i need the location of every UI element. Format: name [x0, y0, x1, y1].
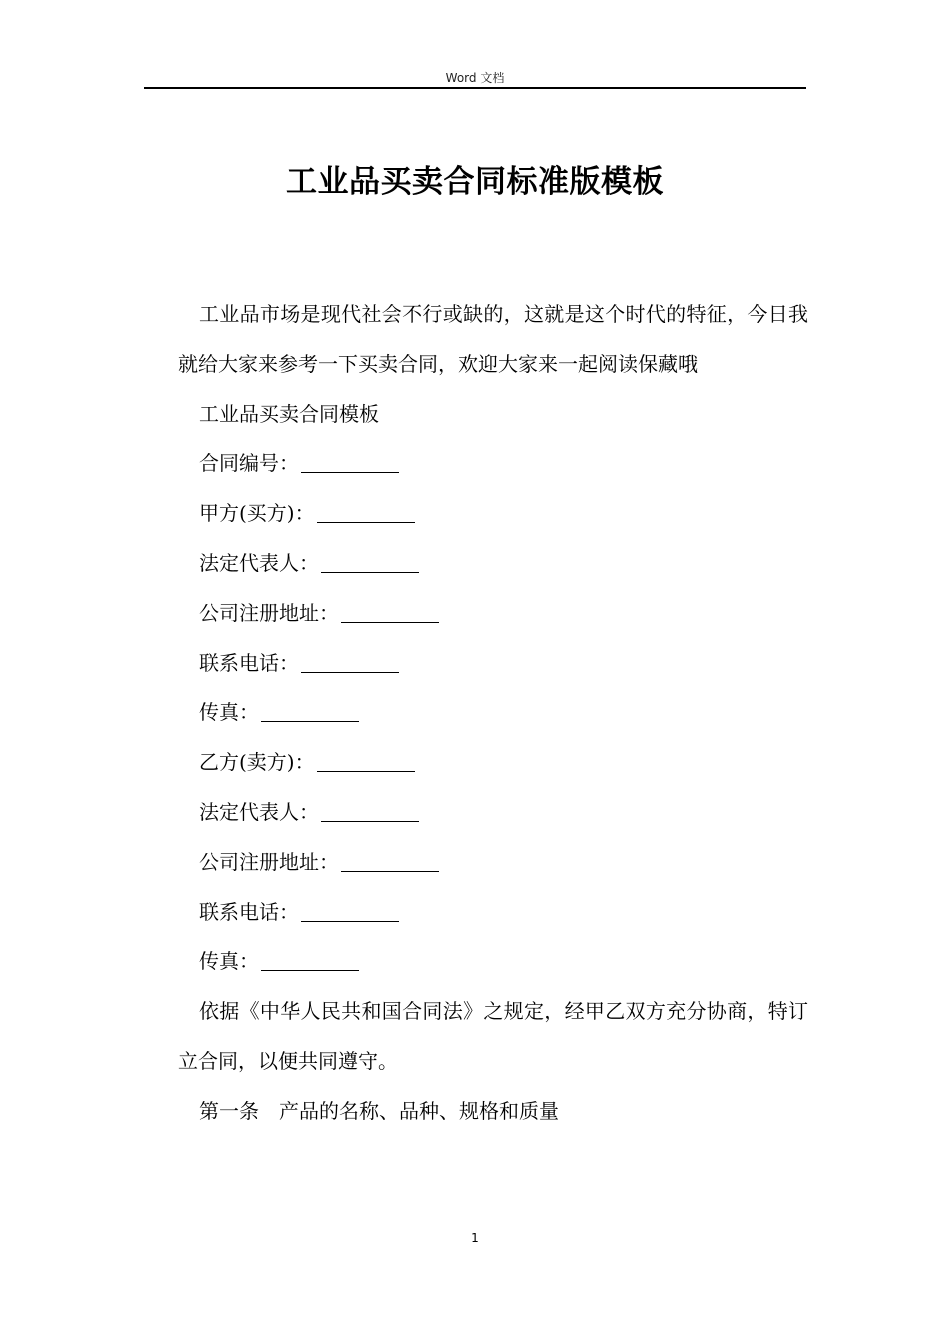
field-party-b-fax [178, 937, 808, 987]
field-label: 乙方(卖方)： [199, 750, 315, 775]
document-body [178, 290, 808, 1137]
field-label: 联系电话： [199, 899, 299, 924]
fill-blank [301, 652, 399, 673]
basis-paragraph: 依据《中华人民共和国合同法》之规定，经甲乙双方充分协商，特订立合同，以便共同遵守。 [178, 999, 808, 1073]
field-party-b [178, 738, 808, 788]
field-party-a-phone [178, 639, 808, 689]
field-label: 甲方(买方)： [199, 501, 315, 526]
field-label: 传真： [199, 700, 259, 725]
field-label: 法定代表人： [199, 799, 319, 824]
field-label: 法定代表人： [199, 550, 319, 575]
fill-blank [321, 552, 419, 573]
field-label: 公司注册地址： [199, 849, 339, 874]
fill-blank [341, 851, 439, 872]
field-label: 联系电话： [199, 650, 299, 675]
article-title: 产品的名称、品种、规格和质量 [279, 1098, 559, 1123]
header-divider [144, 87, 806, 89]
template-title: 工业品买卖合同模板 [199, 401, 379, 426]
article-1-heading [178, 1087, 808, 1137]
fill-blank [261, 950, 359, 971]
page-number: 1 [471, 1231, 479, 1245]
field-party-b-phone [178, 888, 808, 938]
fill-blank [301, 901, 399, 922]
document-title: 工业品买卖合同标准版模板 [286, 164, 664, 200]
field-label: 公司注册地址： [199, 600, 339, 625]
field-party-a-legal-rep [178, 539, 808, 589]
field-party-a [178, 489, 808, 539]
field-label: 合同编号： [199, 451, 299, 476]
page-header-text: Word 文档 [445, 71, 505, 85]
article-number: 第一条 [199, 1098, 259, 1123]
field-party-a-fax [178, 688, 808, 738]
field-party-b-legal-rep [178, 788, 808, 838]
field-contract-number [178, 439, 808, 489]
fill-blank [317, 751, 415, 772]
fill-blank [317, 502, 415, 523]
fill-blank [321, 801, 419, 822]
field-label: 传真： [199, 949, 259, 974]
fill-blank [301, 452, 399, 473]
field-party-b-address [178, 838, 808, 888]
field-party-a-address [178, 589, 808, 639]
fill-blank [341, 602, 439, 623]
intro-paragraph: 工业品市场是现代社会不行或缺的，这就是这个时代的特征，今日我就给大家来参考一下买卖合同，欢迎大家来一起阅读保藏哦 [178, 302, 808, 376]
fill-blank [261, 701, 359, 722]
